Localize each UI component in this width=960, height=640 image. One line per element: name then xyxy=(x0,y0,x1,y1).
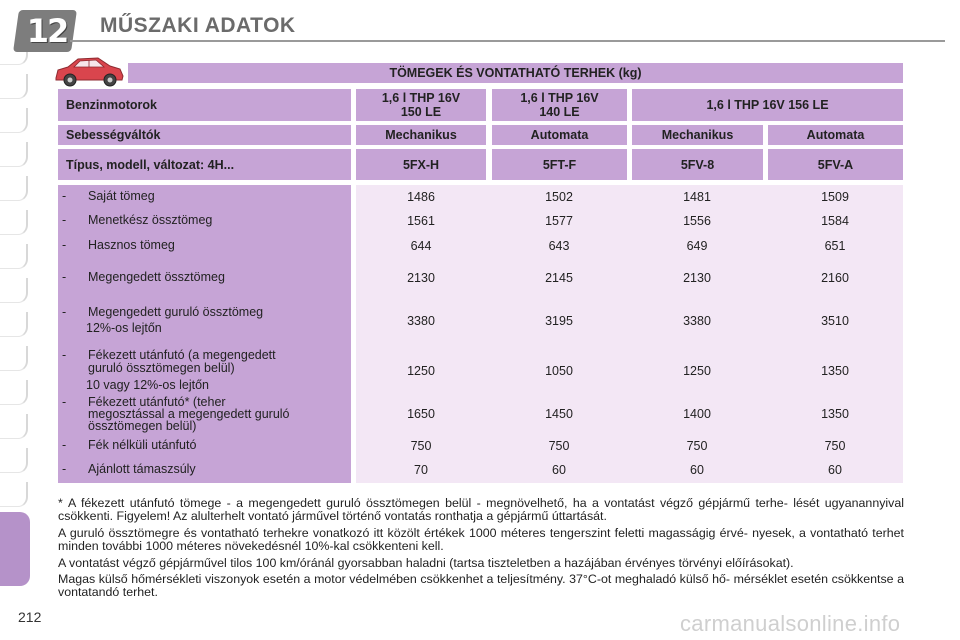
table-cell: 651 xyxy=(824,239,846,253)
row-label: Menetkész össztömeg xyxy=(88,213,213,227)
table-cell: 1486 xyxy=(407,190,435,204)
note-paragraph: Magas külső hőmérsékleti viszonyok esetén a motor védelmében csökkenhet a teljesítmény. 37°C-ot meghaladó külső hő- mérséklet esetén csökkentse a vontatandó terhet. xyxy=(58,572,904,600)
table-cell: 1400 xyxy=(683,407,711,421)
row-label-line2: megosztással a megengedett guruló xyxy=(88,407,290,421)
note-paragraph: A vontatást végző gépjárművel tilos 100 km/óránál gyorsabban haladni (tartsa tiszteletben a hazájában érvényes törvényi előírásokat). xyxy=(58,555,794,570)
gearbox-cell: Mechanikus xyxy=(632,125,763,145)
chapter-tab[interactable] xyxy=(0,380,28,405)
footnote-text: A fékezett utánfutó tömege - a megengedett guruló össztömegen belül - megnövelhető, ha a vontatást végző gépjármű terhe- lését ugyanannyival csökkenti. Figyelem! Az alulterhelt vontató járművel történő vontatás ronthatja a gépjármű úttartását. xyxy=(58,496,904,524)
table-cell: 1050 xyxy=(545,364,573,378)
chapter-tab[interactable] xyxy=(0,346,28,371)
gearbox-cell: Automata xyxy=(492,125,627,145)
table-cell: 1502 xyxy=(545,190,573,204)
engine-1-line2: 150 LE xyxy=(400,105,442,119)
table-cell: 1584 xyxy=(821,214,849,228)
table-cell: 2160 xyxy=(821,271,849,285)
chapter-tab-active[interactable] xyxy=(0,512,30,586)
engine-2-header xyxy=(492,89,627,121)
row-sublabel: 10 vagy 12%-os lejtőn xyxy=(86,378,209,392)
table-cell: 1450 xyxy=(545,407,573,421)
page-title: MŰSZAKI ADATOK xyxy=(100,14,296,37)
chapter-tab[interactable] xyxy=(0,482,28,507)
engine-1-header xyxy=(356,89,486,121)
table-cell: 2145 xyxy=(545,271,573,285)
row-label-line2: guruló össztömegen belül) xyxy=(88,361,235,375)
header-divider xyxy=(70,40,945,42)
table-cell: 750 xyxy=(548,439,570,453)
row-label-line3: össztömegen belül) xyxy=(88,419,197,433)
table-cell: 649 xyxy=(686,239,708,253)
watermark: carmanualsonline.info xyxy=(680,611,901,636)
table-cell: 1577 xyxy=(545,214,573,228)
table-cell: 2130 xyxy=(407,271,435,285)
gearbox-row-label: Sebességváltók xyxy=(58,125,351,145)
engine-row-label: Benzinmotorok xyxy=(58,89,351,121)
car-icon xyxy=(52,54,126,88)
row-label: Megengedett guruló össztömeg xyxy=(88,305,264,319)
chapter-tab[interactable] xyxy=(0,278,28,303)
footnote-star: * xyxy=(58,496,63,510)
table-caption: TÖMEGEK ÉS VONTATHATÓ TERHEK (kg) xyxy=(128,63,903,83)
engine-2-line1: 1,6 l THP 16V xyxy=(520,91,599,105)
table-cell: 750 xyxy=(686,439,708,453)
chapter-tab[interactable] xyxy=(0,312,28,337)
row-dash: - xyxy=(62,189,67,203)
chapter-tab[interactable] xyxy=(0,448,28,473)
table-cell: 60 xyxy=(552,463,566,477)
chapter-tab[interactable] xyxy=(0,176,28,201)
table-cell: 1561 xyxy=(407,214,435,228)
row-label: Ajánlott támaszsúly xyxy=(88,462,196,476)
row-dash: - xyxy=(62,438,67,452)
table-cell: 1556 xyxy=(683,214,711,228)
row-label: Fék nélküli utánfutó xyxy=(88,438,197,452)
chapter-tab[interactable] xyxy=(0,244,28,269)
engine-3-header: 1,6 l THP 16V 156 LE xyxy=(632,89,903,121)
table-cell: 3380 xyxy=(683,314,711,328)
table-cell: 1509 xyxy=(821,190,849,204)
row-dash: - xyxy=(62,462,67,476)
row-dash: - xyxy=(62,213,67,227)
row-dash: - xyxy=(62,238,67,252)
table-cell: 60 xyxy=(690,463,704,477)
footnote xyxy=(58,497,904,524)
table-cell: 2130 xyxy=(683,271,711,285)
table-cell: 1350 xyxy=(821,364,849,378)
page-number: 212 xyxy=(18,609,42,625)
engine-1-line1: 1,6 l THP 16V xyxy=(381,91,461,105)
row-dash: - xyxy=(62,348,67,362)
type-cell: 5FV-8 xyxy=(632,149,763,180)
chapter-tab[interactable] xyxy=(0,74,28,99)
type-cell: 5FT-F xyxy=(492,149,627,180)
chapter-tab[interactable] xyxy=(0,210,28,235)
table-cell: 1250 xyxy=(407,364,435,378)
chapter-tab[interactable] xyxy=(0,414,28,439)
note-paragraph: A guruló össztömegre és vontatható terhekre vonatkozó itt közölt értékek 1000 méteres tengerszint feletti magasságig érvé- nyesek, a vontatható terhet minden további 1000 méteres növekedésnél 10%-kal csökkenteni kell. xyxy=(58,525,904,554)
gearbox-cell: Mechanikus xyxy=(356,125,486,145)
table-cell: 644 xyxy=(410,239,432,253)
table-cell: 1650 xyxy=(407,407,435,421)
type-cell: 5FX-H xyxy=(356,149,486,180)
row-dash: - xyxy=(62,395,67,409)
table-cell: 60 xyxy=(828,463,842,477)
table-cell: 3195 xyxy=(545,314,573,328)
table-cell: 643 xyxy=(548,239,570,253)
table-cell: 3380 xyxy=(407,314,435,328)
row-dash: - xyxy=(62,270,67,284)
engine-2-line2: 140 LE xyxy=(539,105,580,119)
row-label: Hasznos tömeg xyxy=(88,238,175,252)
table-cell: 1250 xyxy=(683,364,711,378)
chapter-tab[interactable] xyxy=(0,142,28,167)
row-dash: - xyxy=(62,305,67,319)
table-cell: 750 xyxy=(824,439,846,453)
chapter-tab-strip xyxy=(0,40,28,600)
chapter-tab[interactable] xyxy=(0,108,28,133)
row-sublabel: 12%-os lejtőn xyxy=(86,321,162,335)
table-cell: 3510 xyxy=(821,314,849,328)
table-cell: 750 xyxy=(410,439,432,453)
chapter-number: 12 xyxy=(26,12,68,50)
table-cell: 70 xyxy=(414,463,428,477)
table-cell: 1350 xyxy=(821,407,849,421)
table-cell: 1481 xyxy=(683,190,711,204)
row-label: Megengedett össztömeg xyxy=(88,270,225,284)
row-label: Saját tömeg xyxy=(88,189,155,203)
gearbox-cell: Automata xyxy=(768,125,903,145)
row-label-line1: Fékezett utánfutó* (teher xyxy=(88,395,226,409)
row-label-line1: Fékezett utánfutó (a megengedett xyxy=(88,348,276,362)
type-row-label: Típus, modell, változat: 4H... xyxy=(58,149,351,180)
notes-section xyxy=(58,497,904,603)
type-cell: 5FV-A xyxy=(768,149,903,180)
